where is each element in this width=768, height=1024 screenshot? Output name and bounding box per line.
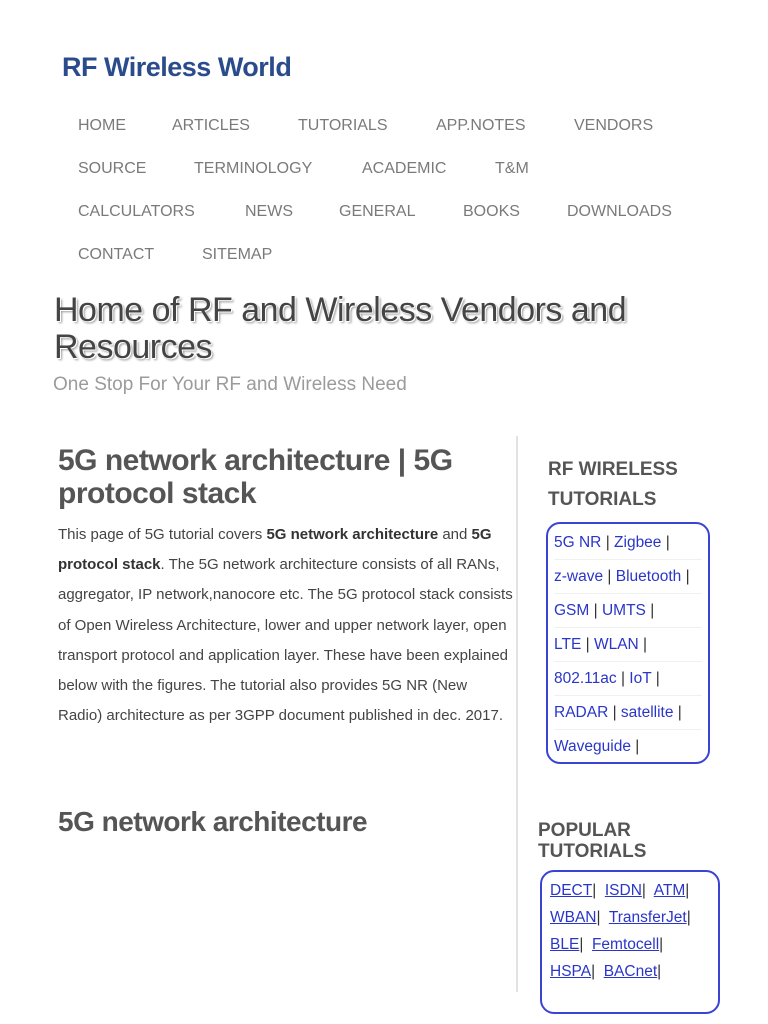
separator: | <box>677 704 682 721</box>
separator: | <box>592 882 597 899</box>
separator: | <box>620 670 625 687</box>
link-lte[interactable]: LTE <box>554 636 582 653</box>
separator: | <box>686 909 691 926</box>
list-item <box>554 696 702 730</box>
list-item <box>554 594 702 628</box>
link-zigbee[interactable]: Zigbee <box>614 534 662 551</box>
separator: | <box>657 963 662 980</box>
column-divider <box>516 436 518 992</box>
separator: | <box>605 534 610 551</box>
intro-text: . The 5G network architecture consists of all RANs, aggregator, IP network,nanocore etc. The 5G protocol stack consists of Open Wireless Architecture, lower and upper network layer, open transport protocol and application layer. These have been explained below with the figures. The tutorial also provides 5G NR (New Radio) architecture as per 3GPP document published in dec. 2017. <box>58 556 513 725</box>
hero-title: Home of RF and Wireless Vendors and Resources <box>54 291 627 366</box>
nav-home[interactable]: HOME <box>78 117 126 134</box>
separator: | <box>596 909 601 926</box>
separator: | <box>641 882 646 899</box>
link-bacnet[interactable]: BACnet <box>603 963 658 980</box>
separator: | <box>659 936 664 953</box>
separator: | <box>685 568 690 585</box>
list-item <box>554 628 702 662</box>
separator: | <box>593 602 598 619</box>
separator: | <box>685 882 690 899</box>
popular-tutorials-box <box>540 870 720 1014</box>
nav-downloads[interactable]: DOWNLOADS <box>567 203 672 220</box>
link-dect[interactable]: DECT <box>550 882 593 899</box>
nav-sitemap[interactable]: SITEMAP <box>202 246 273 263</box>
list-item <box>554 560 702 594</box>
hero-subtitle: One Stop For Your RF and Wireless Need <box>53 374 407 395</box>
list-item <box>550 932 663 958</box>
separator: | <box>591 963 596 980</box>
nav-vendors[interactable]: VENDORS <box>574 117 654 134</box>
link-802-11ac[interactable]: 802.11ac <box>554 670 617 687</box>
nav-tm[interactable]: T&M <box>495 160 529 177</box>
nav-terminology[interactable]: TERMINOLOGY <box>194 160 313 177</box>
section-title: 5G network architecture <box>58 806 368 837</box>
link-femtocell[interactable]: Femtocell <box>591 936 660 953</box>
separator: | <box>650 602 655 619</box>
list-item <box>550 878 689 904</box>
nav-contact[interactable]: CONTACT <box>78 246 155 263</box>
link-satellite[interactable]: satellite <box>620 704 674 721</box>
nav-appnotes[interactable]: APP.NOTES <box>436 117 526 134</box>
list-item <box>554 730 702 763</box>
nav-source[interactable]: SOURCE <box>78 160 147 177</box>
link-bluetooth[interactable]: Bluetooth <box>615 568 682 585</box>
intro-text: and <box>438 526 472 543</box>
nav-academic[interactable]: ACADEMIC <box>362 160 447 177</box>
link-waveguide[interactable]: Waveguide <box>554 738 631 755</box>
link-gsm[interactable]: GSM <box>554 602 590 619</box>
nav-books[interactable]: BOOKS <box>463 203 520 220</box>
popular-tutorials-heading: POPULAR TUTORIALS <box>538 820 647 862</box>
nav-articles[interactable]: ARTICLES <box>172 117 250 134</box>
separator: | <box>635 738 640 755</box>
rf-tutorials-heading: RF WIRELESS TUTORIALS <box>548 459 678 510</box>
nav-calculators[interactable]: CALCULATORS <box>78 203 195 220</box>
rf-tutorials-box <box>546 522 710 764</box>
nav-general[interactable]: GENERAL <box>339 203 416 220</box>
separator: | <box>585 636 590 653</box>
link-hspa[interactable]: HSPA <box>550 963 592 980</box>
separator: | <box>655 670 660 687</box>
link-transferjet[interactable]: TransferJet <box>608 909 687 926</box>
separator: | <box>607 568 612 585</box>
link-atm[interactable]: ATM <box>653 882 686 899</box>
site-logo[interactable]: RF Wireless World <box>62 52 292 82</box>
separator: | <box>612 704 617 721</box>
article-title: 5G network architecture | 5G protocol stack <box>58 444 453 510</box>
link-wban[interactable]: WBAN <box>550 909 597 926</box>
nav-news[interactable]: NEWS <box>245 203 293 220</box>
link-isdn[interactable]: ISDN <box>604 882 642 899</box>
link-ble[interactable]: BLE <box>550 936 580 953</box>
article-intro <box>58 520 513 731</box>
list-item <box>554 526 702 560</box>
intro-bold-protocol: 5G protocol stack <box>58 526 492 574</box>
link-wlan[interactable]: WLAN <box>593 636 639 653</box>
nav-tutorials[interactable]: TUTORIALS <box>298 117 388 134</box>
list-item <box>554 662 702 696</box>
link-z-wave[interactable]: z-wave <box>554 568 604 585</box>
link-iot[interactable]: IoT <box>629 670 652 687</box>
link-umts[interactable]: UMTS <box>601 602 646 619</box>
separator: | <box>643 636 648 653</box>
intro-bold-architecture: 5G network architecture <box>266 526 439 543</box>
link-radar[interactable]: RADAR <box>554 704 609 721</box>
intro-text: This page of 5G tutorial covers <box>58 526 267 543</box>
list-item <box>550 959 661 985</box>
link-5g-nr[interactable]: 5G NR <box>554 534 602 551</box>
separator: | <box>665 534 670 551</box>
list-item <box>550 905 691 931</box>
separator: | <box>579 936 584 953</box>
